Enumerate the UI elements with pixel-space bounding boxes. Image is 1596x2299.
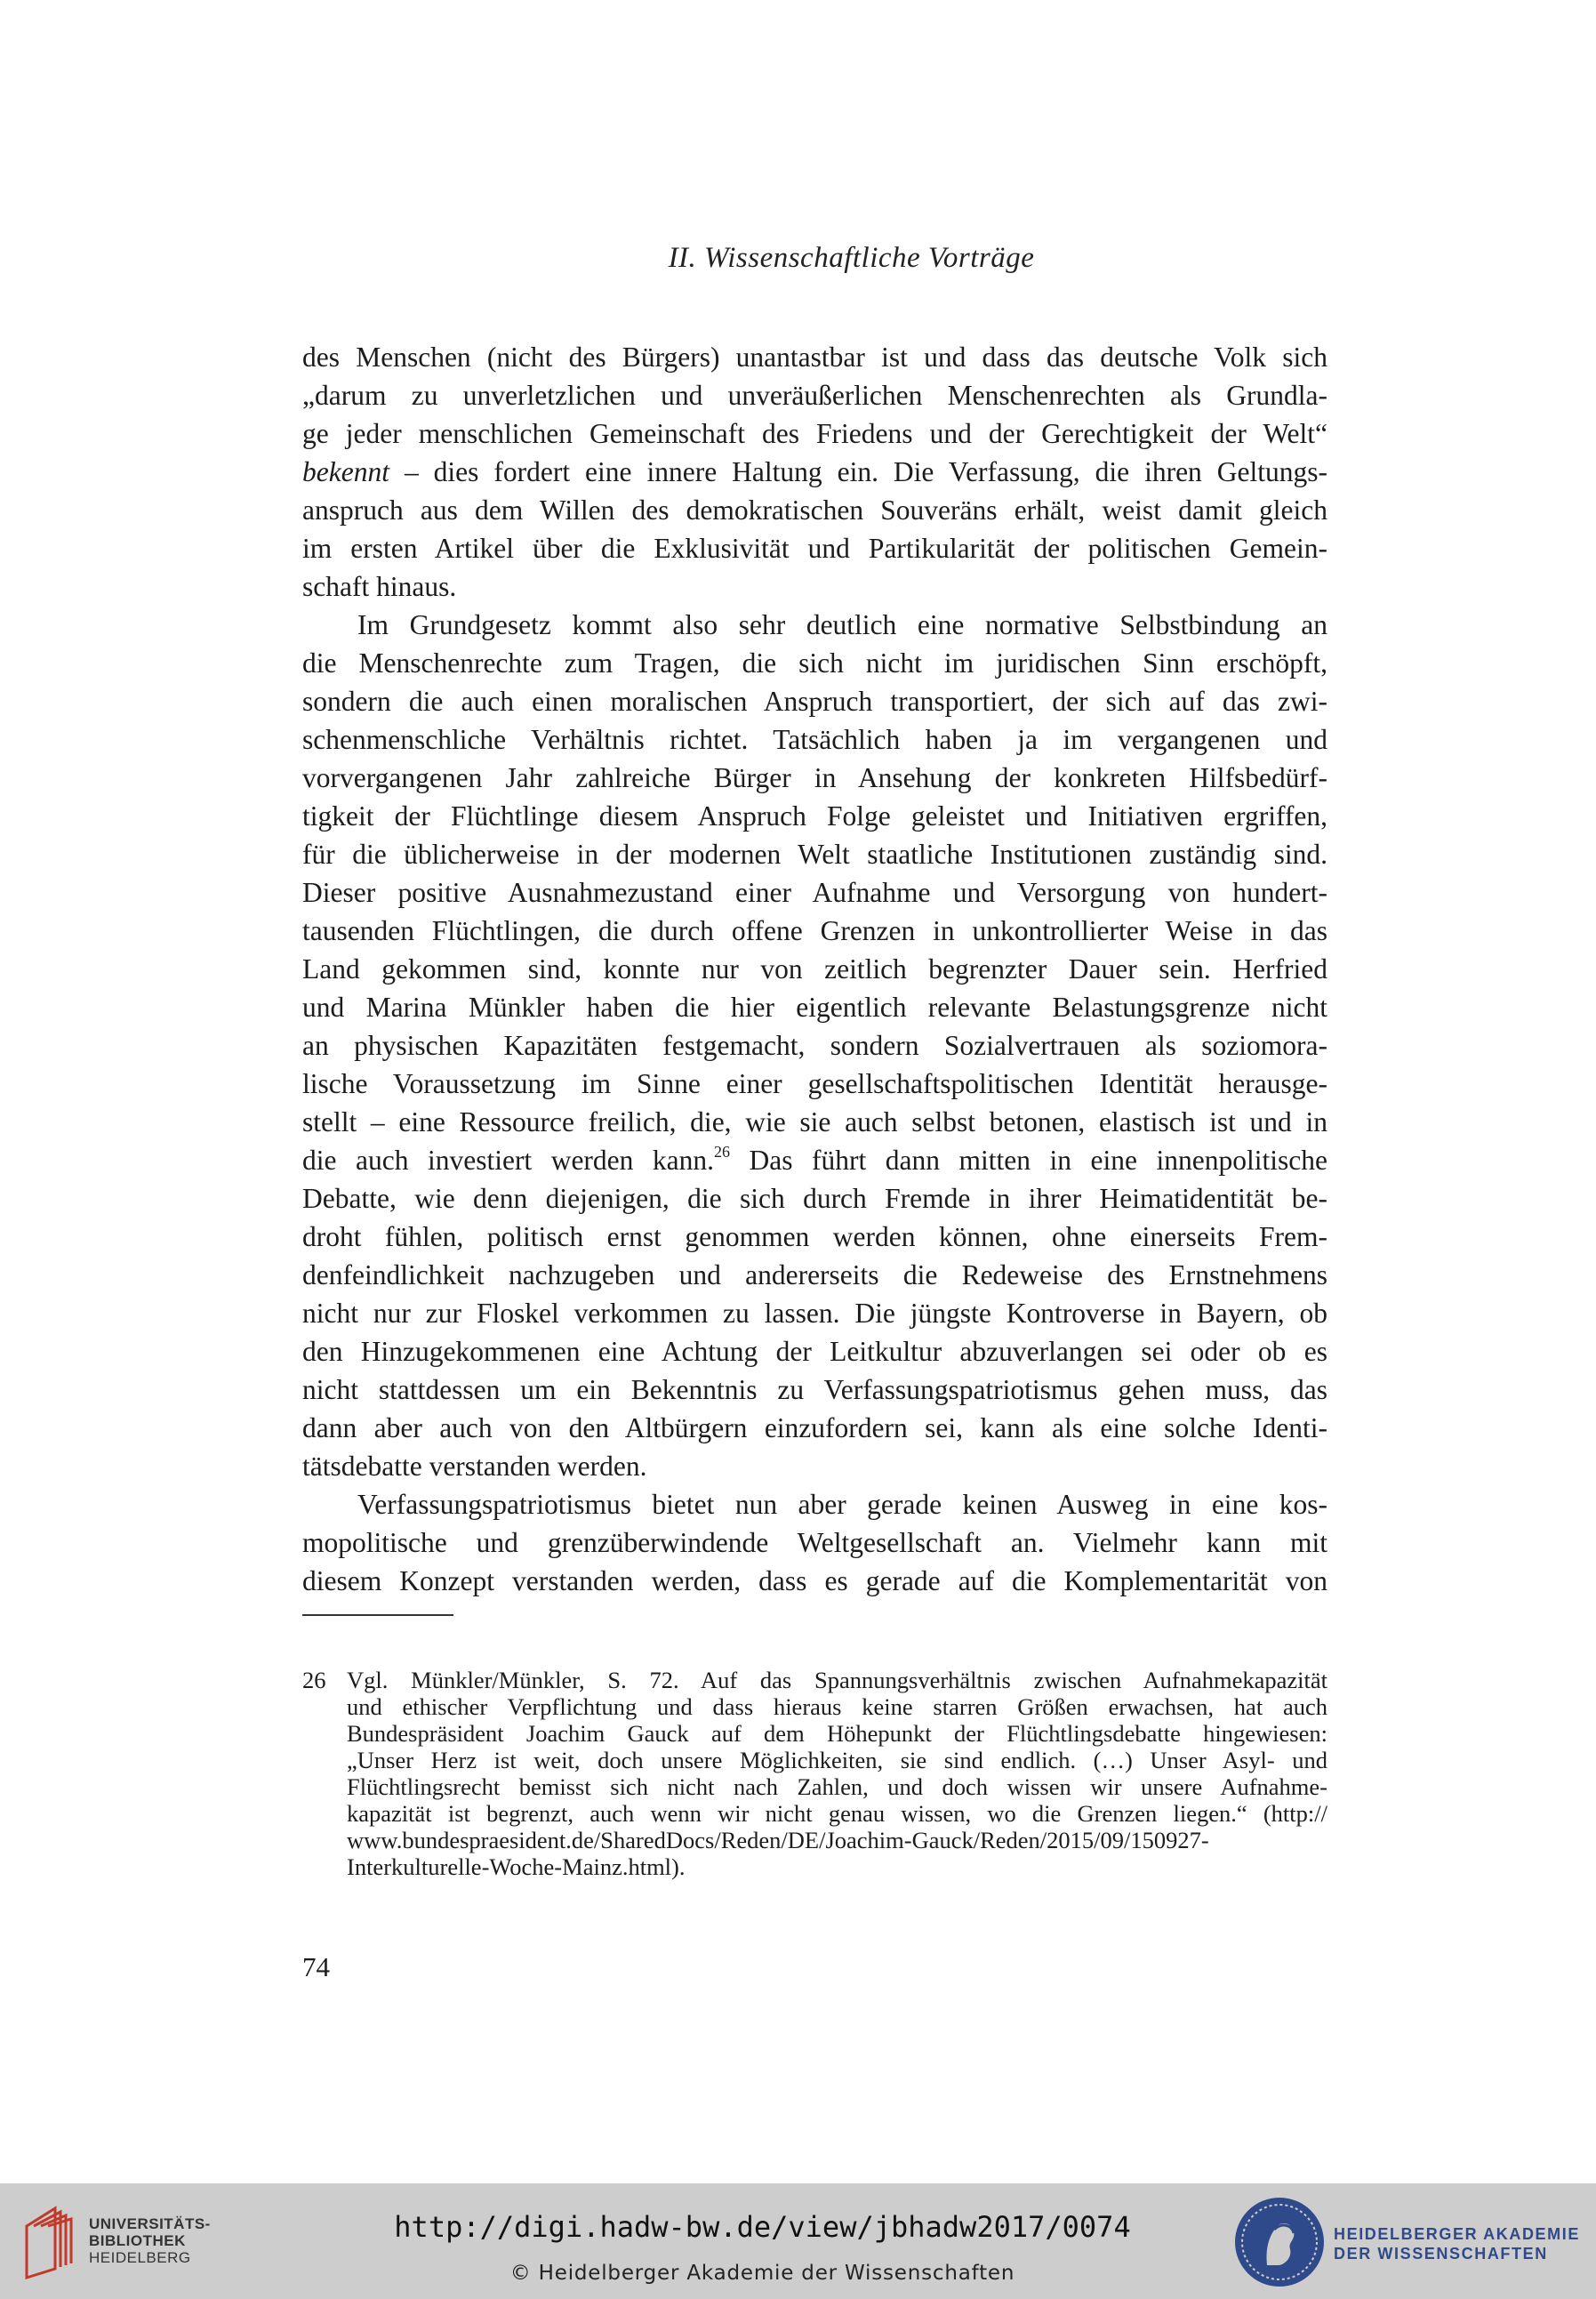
text-line: Dieser positive Ausnahmezustand einer Aufnahme und Versorgung von hundert- [302,877,1327,908]
text-line: für die üblicherweise in der modernen Welt staatliche Institutionen zuständig sind. [302,839,1327,870]
text-line [302,1141,1327,1179]
academy-seal-icon[interactable] [1231,2194,1327,2290]
text-line: tausenden Flüchtlingen, die durch offene Grenzen in unkontrollierter Weise in das [302,915,1327,946]
footnote [302,1667,1327,1880]
copyright-notice: © Heidelberger Akademie der Wissenschaften [509,2262,1015,2285]
academy-name [1334,2224,1580,2263]
text-line: denfeindlichkeit nachzugeben und andererseits die Redeweise des Ernstnehmens [302,1259,1327,1290]
text-line [302,453,1327,491]
text-line: „darum zu unverletzlichen und unveräußerlichen Menschenrechten als Grundla- [302,380,1327,411]
footnote-line: kapazität ist begrenzt, auch wenn wir nicht genau wissen, wo die Grenzen liegen.“ (http:// [347,1800,1327,1827]
text-line: droht fühlen, politisch ernst genommen werden können, ohne einerseits Frem- [302,1221,1327,1252]
text-line-rest: Das führt dann mitten in eine innenpolitische [730,1145,1327,1176]
text-line: im ersten Artikel über die Exklusivität und Partikularität der politischen Gemein- [302,533,1327,564]
text-line-start: die auch investiert werden kann. [302,1145,715,1176]
text-line: tigkeit der Flüchtlinge diesem Anspruch Folge geleistet und Initiativen ergriffen, [302,800,1327,832]
text-line: dann aber auch von den Altbürgern einzufordern sei, kann als eine solche Identi- [302,1412,1327,1443]
footnote-line: Interkulturelle-Woche-Mainz.html). [347,1853,686,1880]
footnote-line: www.bundespraesident.de/SharedDocs/Reden/DE/Joachim-Gauck/Reden/2015/09/150927- [347,1827,1209,1853]
text-line: Debatte, wie denn diejenigen, die sich durch Fremde in ihrer Heimatidentität be- [302,1183,1327,1214]
permalink-url[interactable]: http://digi.hadw-bw.de/view/jbhadw2017/0074 [394,2210,1131,2244]
footnote-text: Vgl. Münkler/Münkler, S. 72. Auf das Spannungsverhältnis zwischen Aufnahmekapazität [347,1667,1327,1693]
text-line: lische Voraussetzung im Sinne einer gesellschaftspolitischen Identität herausge- [302,1068,1327,1099]
running-head: II. Wissenschaftliche Vorträge [668,242,1035,274]
text-line: anspruch aus dem Willen des demokratischen Souveräns erhält, weist damit gleich [302,494,1327,526]
viewer-footer [0,2183,1596,2299]
footnote-number: 26 [302,1667,326,1693]
text-line: Im Grundgesetz kommt also sehr deutlich eine normative Selbstbindung an [357,609,1327,640]
text-line: die Menschenrechte zum Tragen, die sich nicht im juridischen Sinn erschöpft, [302,647,1327,679]
footnote-divider [302,1614,453,1616]
text-line: schaft hinaus. [302,571,457,602]
text-line: nicht nur zur Floskel verkommen zu lassen. Die jüngste Kontroverse in Bayern, ob [302,1298,1327,1329]
library-name-line: BIBLIOTHEK [89,2232,186,2249]
library-name-line: HEIDELBERG [89,2249,191,2266]
italic-word: bekennt [302,456,389,487]
footnote-line: und ethischer Verpflichtung und dass hieraus keine starren Größen erwachsen, hat auch [347,1693,1327,1720]
footnote-reference[interactable]: 26 [714,1143,731,1161]
text-line: Land gekommen sind, konnte nur von zeitlich begrenzter Dauer sein. Herfried [302,953,1327,985]
page-number: 74 [302,1951,330,1982]
text-line: des Menschen (nicht des Bürgers) unantastbar ist und dass das deutsche Volk sich [302,342,1327,373]
footnote-line: Bundespräsident Joachim Gauck auf dem Höhepunkt der Flüchtlingsdebatte hingewiesen: [347,1720,1327,1747]
text-line: ge jeder menschlichen Gemeinschaft des Friedens und der Gerechtigkeit der Welt“ [302,418,1327,449]
text-line: sondern die auch einen moralischen Anspruch transportiert, der sich auf das zwi- [302,686,1327,717]
text-line-rest: – dies fordert eine innere Haltung ein. Die Verfassung, die ihren Geltungs- [404,456,1327,487]
text-line: tätsdebatte verstanden werden. [302,1451,647,1482]
text-line: nicht stattdessen um ein Bekenntnis zu Verfassungspatriotismus gehen muss, das [302,1374,1327,1405]
text-line: schenmenschliche Verhältnis richtet. Tatsächlich haben ja im vergangenen und [302,724,1327,755]
text-line: diesem Konzept verstanden werden, dass es gerade auf die Komplementarität von [302,1565,1327,1596]
academy-name-line: DER WISSENSCHAFTEN [1334,2245,1548,2263]
footnote-line: „Unser Herz ist weit, doch unsere Möglichkeiten, sie sind endlich. (…) Unser Asyl- und [347,1747,1327,1773]
text-line: an physischen Kapazitäten festgemacht, sondern Sozialvertrauen als soziomora- [302,1030,1327,1061]
footnote-line: Flüchtlingsrecht bemisst sich nicht nach Zahlen, und doch wissen wir unsere Aufnahme- [347,1773,1327,1800]
library-name-line: UNIVERSITÄTS- [89,2215,211,2232]
text-line: mopolitische und grenzüberwindende Weltgesellschaft an. Vielmehr kann mit [302,1527,1327,1558]
text-line: Verfassungspatriotismus bietet nun aber gerade keinen Ausweg in eine kos- [357,1489,1327,1520]
text-line: den Hinzugekommenen eine Achtung der Leitkultur abzuverlangen sei oder ob es [302,1336,1327,1367]
academy-name-line: HEIDELBERGER AKADEMIE [1334,2225,1580,2243]
footnote-line [302,1667,1327,1693]
text-line: stellt – eine Ressource freilich, die, wie sie auch selbst betonen, elastisch ist und in [302,1106,1327,1137]
body-text [302,338,1327,1600]
text-line: vorvergangenen Jahr zahlreiche Bürger in Ansehung der konkreten Hilfsbedürf- [302,762,1327,793]
text-line: und Marina Münkler haben die hier eigentlich relevante Belastungsgrenze nicht [302,992,1327,1023]
